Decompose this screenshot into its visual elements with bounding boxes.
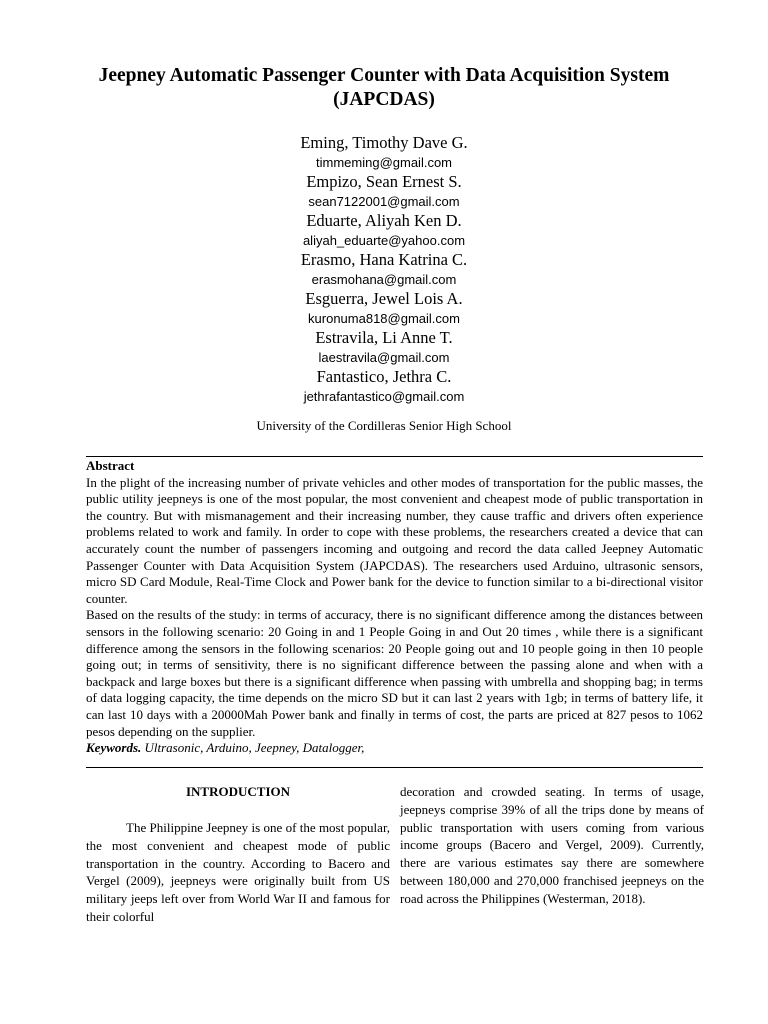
abstract-bottom-rule [86, 767, 703, 768]
author-name: Fantastico, Jethra C. [316, 367, 452, 386]
author-email: laestravila@gmail.com [318, 350, 450, 365]
author-email: erasmohana@gmail.com [311, 272, 457, 287]
author-name: Eduarte, Aliyah Ken D. [306, 211, 462, 230]
author-name: Empizo, Sean Ernest S. [306, 172, 462, 191]
abstract-paragraph-2: Based on the results of the study: in terms of accuracy, there is no significant difference among the distances between sensors in the following scenario: 20 Going in and 1 People Going in and Out 20 times , while there is a significant difference among the sensors in the following scenarios: 20 People going out and 10 people going in then 10 people going out; in terms of sensitivity, there is no significant difference between the passing alone and when with a backpack and large boxes but there is a significant difference when passing with umbrella and shopping bag; in terms of data logging capacity, the time depends on the micro SD but it can last 2 years with 1gb; in terms of battery life, it can last 10 days with a 20000Mah Power bank and finally in terms of cost, the parts are priced at 827 pesos to 1062 pesos depending on the supplier. [86, 607, 703, 739]
keywords-text: Ultrasonic, Arduino, Jeepney, Datalogger, [144, 740, 365, 756]
abstract-section [86, 458, 703, 757]
left-column [86, 783, 390, 926]
abstract-heading: Abstract [86, 458, 135, 473]
paper-title [60, 64, 708, 112]
author-name: Esguerra, Jewel Lois A. [305, 289, 463, 308]
author-name: Erasmo, Hana Katrina C. [300, 250, 468, 269]
abstract-paragraph-1: In the plight of the increasing number of private vehicles and other modes of transportation for the public masses, the public utility jeepneys is one of the most popular, the most convenient and cheapest mode of public transportation in the country. But with mismanagement and their increasing number, they cause traffic and drivers often experience problems related to work and family. In order to cope with these problems, the researchers created a device that can accurately count the number of passengers incoming and outgoing and record the data called Jeepney Automatic Passenger Counter with Data Acquisition System (JAPCDAS). The researchers used Arduino, ultrasonic sensors, micro SD Card Module, Real-Time Clock and Power bank for the device to function similar to a bi-directional visitor counter. [86, 474, 703, 606]
introduction-paragraph-left: The Philippine Jeepney is one of the most popular, the most convenient and cheapest mode of public transportation in the country. According to Bacero and Vergel (2009), jeepneys were originally built from US military jeeps left over from World War II and famous for their colorful [86, 820, 390, 924]
introduction-heading: INTRODUCTION [185, 784, 290, 799]
author-email: timmeming@gmail.com [316, 155, 452, 170]
keywords-label: Keywords. [86, 740, 142, 756]
author-email: jethrafantastico@gmail.com [303, 389, 465, 404]
author-name: Estravila, Li Anne T. [315, 328, 453, 347]
author-name: Eming, Timothy Dave G. [300, 133, 468, 152]
title-line-1: Jeepney Automatic Passenger Counter with Data Acquisition System [98, 65, 670, 86]
title-line-2: (JAPCDAS) [333, 89, 435, 110]
right-column [400, 783, 704, 908]
affiliation: University of the Cordilleras Senior High School [256, 418, 512, 433]
abstract-top-rule [86, 456, 703, 457]
author-email: aliyah_eduarte@yahoo.com [302, 233, 466, 248]
keywords-line [86, 740, 703, 757]
author-list [134, 133, 634, 406]
author-email: kuronuma818@gmail.com [308, 311, 460, 326]
author-email: sean7122001@gmail.com [308, 194, 460, 209]
introduction-paragraph-right: decoration and crowded seating. In terms of usage, jeepneys comprise 39% of all the trips done by means of public transportation with users coming from various income groups (Bacero and Vergel, 2009). Currently, there are various estimates say there are somewhere between 180,000 and 270,000 franchised jeepneys on the road across the Philippines (Westerman, 2018). [400, 784, 704, 906]
